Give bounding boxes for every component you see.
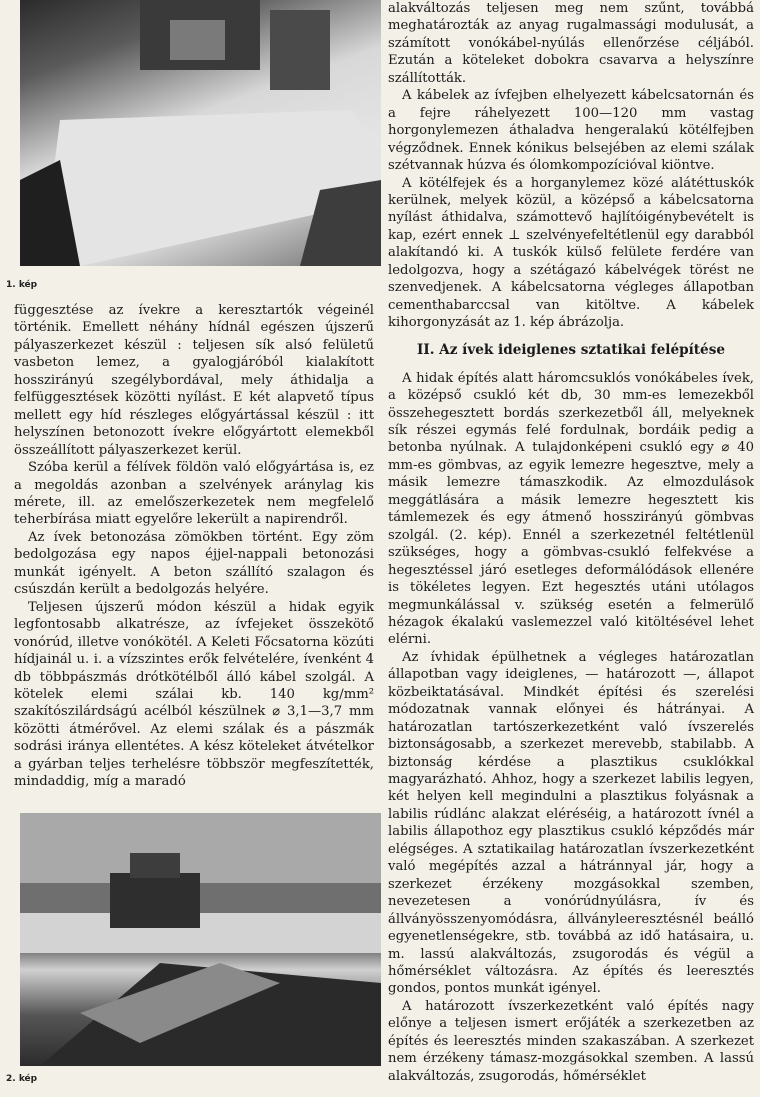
photo-cable-anchorage	[20, 0, 381, 266]
photo-2-image	[20, 813, 381, 1066]
photo-1-image	[20, 0, 381, 266]
photo-bridge-hinge	[20, 813, 381, 1066]
paragraph: A kötélfejek és a horganylemez közé alátéttuskók kerülnek, melyek közül, a középső a kábelcsatorna nyílást áthidalva, számottevő hajlítóigénybevételt is kap, ezért ennek ⊥ szelvényefeltétlenül egy darabból alakítandó ki. A tuskók külső felülete ferdére van ledolgozva, hogy a szétágazó kábelvégek törést ne szenvedjenek. A kábelcsatorna végleges állapotban cementhabarccsal van kitöltve. A kábelek kihorgonyzását az 1. kép ábrázolja.	[388, 175, 754, 331]
paragraph: A határozott ívszerkezetként való építés nagy előnye a teljesen ismert erőjáték a szerkezetben az építés és leeresztés minden szakaszában. A szerkezet nem érzékeny támasz-mozgásokkal szemben. A lassú alakváltozás, zsugorodás, hőmérséklet	[388, 998, 754, 1084]
paragraph: alakváltozás teljesen meg nem szűnt, továbbá meghatározták az anyag rugalmassági modulusát, a számított vonókábel-nyúlás ellenőrzése céljából. Ezután a köteleket dobokra csavarva a helyszínre szállították.	[388, 1, 754, 86]
section-heading: II. Az ívek ideiglenes sztatikai felépítése	[417, 341, 725, 358]
paragraph: Az ívhidak épülhetnek a végleges határozatlan állapotban vagy ideiglenes, — határozott —, állapot közbeiktatásával. Mindkét építési és szerelési módozatnak vannak előnyei és hátrányai. A határozatlan tartószerkezetként való ívszerelés biztonságosabb, a szerkezet merevebb, stabilabb. A biztonság kérdése a plasztikus csuklókkal magyarázható. Ahhoz, hogy a szerkezet labilis legyen, két helyen kell megindulni a plasztikus folyásnak a labilis rúdlánc alakzat eléréséig, a határozott ívnél a labilis állapothoz egy plasztikus csukló képződés már elégséges. A sztatikailag határozatlan ívszerkezetként való megépítés azzal a hátránnyal jár, hogy a szerkezet érzékeny mozgásokkal szemben, nevezetesen a vonórúdnyúlásra, ív és állványösszenyomódásra, állványleeresztésnél beálló egyenetlenségekre, stb. továbbá az idő hatásaira, u. m. lassú alakváltozás, zsugorodás és végül a hőmérséklet változásra. Az építés és leeresztés gondos, pontos munkát igényel.	[388, 649, 754, 997]
figure-caption-2: 2. kép	[6, 1074, 38, 1084]
paragraph: Szóba kerül a félívek földön való előgyártása is, ez a megoldás azonban a szelvények aránylag kis mérete, ill. az emelőszerkezetek nem megfelelő teherbírása miatt egyelőre lekerült a napirendről.	[14, 460, 374, 528]
paragraph: Az ívek betonozása zömökben történt. Egy zöm bedolgozása egy napos éjjel-nappali betonozási munkát igényelt. A beton szállító szalagon és csúszdán került a bedolgozás helyére.	[14, 529, 374, 598]
paragraph: A hidak építés alatt háromcsuklós vonókábeles ívek, a középső csukló két db, 30 mm-es lemezekből összehegesztett bordás szerkezetből áll, melyeknek sík részei egymás felé fordulnak, bordáik pedig a betonba nyúlnak. A tulajdonképeni csukló egy ⌀ 40 mm-es gömbvas, az egyik lemezre hegesztve, mely a másik lemezre támaszkodik. Az elmozdulások meggátlására a másik lemezre hegesztett kis támlemezek és egy átmenő hosszirányú gömbvas szolgál. (2. kép). Ennél a szerkezetnél feltétlenül szükséges, hogy a gömbvas-csukló felfekvése a hegesztéssel járó esetleges deformálódások ellenére is tökéletes legyen. Ezt hegesztés utáni utólagos megmunkálással v. szükség esetén a felmerülő hézagok ékalakú vaslemezzel való kitöltésével lehet elérni.	[388, 370, 754, 648]
paragraph: A kábelek az ívfejben elhelyezett kábelcsatornán és a fejre ráhelyezett 100—120 mm vastag horgonylemezen áthaladva hengeralakú kötélfejben végződnek. Ennek kónikus belsejében az elemi szálak szétvannak húzva és ólomkompozícióval kiöntve.	[388, 88, 754, 174]
paragraph: Teljesen újszerű módon készül a hidak egyik legfontosabb alkatrésze, az ívfejeket összekötő vonórúd, illetve vonókötél. A Keleti Főcsatorna közúti hídjainál u. i. a vízszintes erők felvételére, ívenként 4 db többpászmás drótkötélből álló kábel szolgál. A kötelek elemi szálai kb. 140 kg/mm² szakítószilárdságú acélból készülnek ⌀ 3,1—3,7 mm közötti átmérővel. Az elemi szálak és a pászmák sodrási iránya ellentétes. A kész köteleket átvételkor a gyárban teljes terhelésre többször megfeszítették, mindaddig, míg a maradó	[14, 599, 374, 790]
right-text	[388, 0, 754, 1085]
paragraph: függesztése az ívekre a keresztartók végeinél történik. Emellett néhány hídnál egészen újszerű pályaszerkezet készül : teljesen sík alsó felületű vasbeton lemez, a gyalogjáróból kialakított hosszirányú szegélybordával, mely áthidalja a felfüggesztések közötti nyílást. E két alapvető típus mellett egy híd részleges előgyártással készül : itt helyszínen betonozott ívekre előgyártott elemekből összeállított pályaszerkezet kerül.	[14, 303, 374, 458]
figure-caption-1: 1. kép	[6, 280, 38, 290]
left-text	[14, 302, 374, 791]
